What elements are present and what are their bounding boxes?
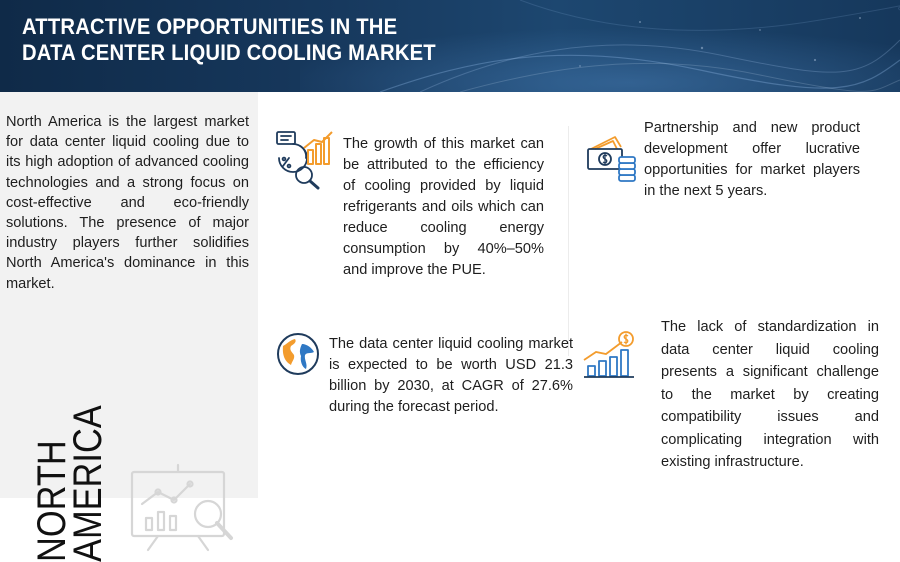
region-description: North America is the largest market for data center liquid cooling due to its high adoption of advanced cooling technologies and a strong focus on cost-effective and eco-friendly solutions. The presence of major industry players further solidifies North America's dominance in this market. bbox=[6, 114, 249, 292]
market-size-insight-text: The data center liquid cooling market is expected to be worth USD 21.3 billion by 2030, at CAGR of 27.6% during the forecast period. bbox=[329, 336, 573, 415]
regional-panel bbox=[0, 92, 258, 562]
globe-icon bbox=[274, 330, 322, 378]
page-title bbox=[22, 14, 436, 66]
presentation-board-icon bbox=[128, 462, 236, 552]
column-divider bbox=[568, 126, 569, 356]
dollar-growth-chart-icon bbox=[582, 330, 638, 380]
page-title-line-2: DATA CENTER LIQUID COOLING MARKET bbox=[22, 40, 436, 65]
header-banner bbox=[0, 0, 900, 92]
cash-coins-icon bbox=[585, 133, 639, 187]
region-label bbox=[30, 405, 110, 562]
page-title-line-1: ATTRACTIVE OPPORTUNITIES IN THE bbox=[22, 14, 398, 39]
region-label-line-1: NORTH bbox=[30, 440, 74, 562]
challenge-insight-text: The lack of standardization in data center liquid cooling presents a significant challenge to the market by creating compatibility issues and complicating integration with existing infrastructure. bbox=[661, 319, 879, 470]
growth-insight-text: The growth of this market can be attributed to the efficiency of cooling provided by liquid refrigerants and oils which can reduce cooling energy consumption by 40%–50% and improve the PUE. bbox=[343, 136, 544, 278]
partnership-insight-text: Partnership and new product development offer lucrative opportunities for market players in the next 5 years. bbox=[644, 120, 860, 199]
region-label-line-2: AMERICA bbox=[66, 405, 110, 562]
analytics-magnifier-icon bbox=[274, 128, 336, 190]
